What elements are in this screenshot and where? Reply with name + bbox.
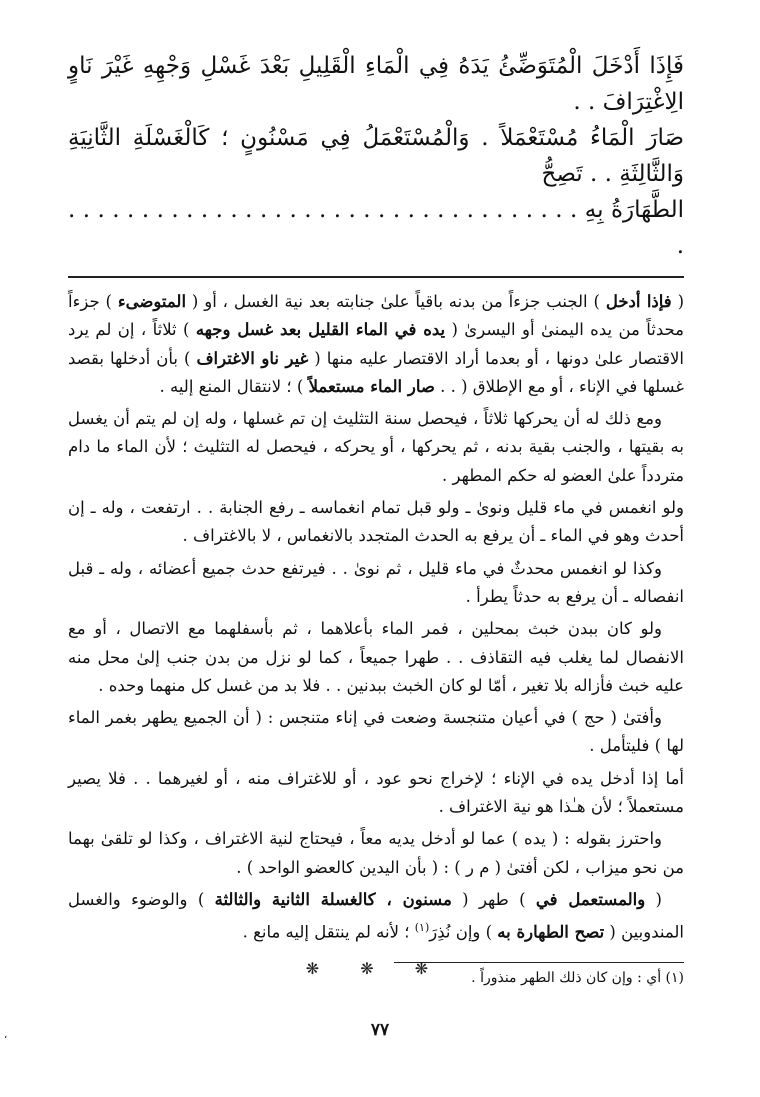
sharh-paragraph-5: ولو كان ببدن خبث بمحلين ، فمر الماء بأعلاهما ، ثم بأسفلهما مع الاتصال ، أو مع الانفصال لما يغلب فيه التقاذف . . طهرا جميعاً ، كما لو نزل من بدن جنب إلىٰ محل منه عليه خبث فأزاله بلا تغير ، أمّا لو كان الخبث ببدنين . . فلا بد من غسل كل منهما وحده . [68, 619, 684, 695]
matn-quote: فإذا أدخل [605, 292, 672, 311]
footnote: (١) أي : وإن كان ذلك الطهر منذوراً . [471, 970, 684, 986]
footnote-reference[interactable]: (١) [414, 921, 430, 935]
sharh-paragraph-3: ولو انغمس في ماء قليل ونوىٰ ـ ولو قبل تمام انغماسه ـ رفع الجنابة . . ارتفعت ، وله ـ إن أحدث وهو في الماء ـ أن يرفع به الحدث المتجدد بالانغماس ، لا بالاغتراف . [68, 498, 684, 546]
matn-quote: يده في الماء القليل بعد غسل وجهه [195, 320, 446, 340]
matn-quote: غير ناو الاغتراف [196, 348, 309, 368]
sharh-paragraph-4: وكذا لو انغمس محدثٌ في ماء قليل ، ثم نوىٰ . . فيرتفع حدث جميع أعضائه ، وله ـ قبل انفصاله ـ أن يرفع به حدثاً يطرأ . [68, 558, 684, 606]
matn-line-1: فَإِذَا أَدْخَلَ الْمُتَوَضِّئُ يَدَهُ فِي الْمَاءِ الْقَلِيلِ بَعْدَ غَسْلِ وَجْهِهِ غَيْرَ نَاوٍ الِاغْتِرَافَ . . [68, 53, 684, 115]
matn-separator-rule [68, 276, 684, 278]
page-body [68, 48, 684, 983]
footnote-separator-rule [394, 962, 684, 963]
matn-text [68, 48, 684, 264]
matn-dots: . . . . . . . . . . . . . . . . . . . . . . . . . . . . . . . . . . . . [68, 197, 684, 259]
sharh-paragraph-8: واحترز بقوله : ( يده ) عما لو أدخل يديه معاً ، فيحتاج لنية الاغتراف ، وكذا لو تلقىٰ بهما من نحو ميزاب ، لكن أفتىٰ ( م ر ) : ( بأن اليدين كالعضو الواحد ) . [68, 829, 684, 877]
matn-quote: مسنون ، كالغسلة الثانية والثالثة [214, 889, 452, 909]
sharh-paragraph-6: وأفتىٰ ( حج ) في أعيان متنجسة وضعت في إناء متنجس : ( أن الجميع يطهر بغمر الماء لها ) فليتأمل . [68, 708, 684, 756]
section-divider-stars: ❋ ❋ ❋ [305, 959, 447, 979]
matn-quote: تصح الطهارة به [497, 922, 605, 942]
matn-line-2: صَارَ الْمَاءُ مُسْتَعْمَلاً . وَالْمُسْتَعْمَلُ فِي مَسْنُونٍ ؛ كَالْغَسْلَةِ الثَّانِيَةِ وَالثَّالِثَةِ . . تَصِحُّ [68, 125, 684, 187]
matn-quote: والمستعمل في [535, 889, 646, 909]
sharh-text [68, 288, 684, 983]
matn-line-3 [68, 192, 684, 264]
edge-mark: ، [4, 1030, 8, 1041]
sharh-paragraph-2: ومع ذلك له أن يحركها ثلاثاً ، فيحصل سنة التثليث إن تم غسلها ، وله إن لم يتم أن يغسل به بقيتها ، والجنب بقية بدنه ، ثم يحركها ، أو يحركه ، فيحصل له التثليث ؛ لأن الماء ما دام متردداً علىٰ العضو له حكم المطهر . [68, 409, 684, 485]
page-number: ٧٧ [370, 1020, 390, 1040]
sharh-paragraph-9: ( والمستعمل في ) طهر ( مسنون ، كالغسلة الثانية والثالثة ) والوضوء والغسل المندوبين ( تصح الطهارة به ) وإن نُذِرَ$^{(١)}$ ؛ لأنه لم ينتقل إليه مانع . [68, 889, 684, 942]
sharh-paragraph-7: أما إذا أدخل يده في الإناء ؛ لإخراج نحو عود ، أو للاغتراف منه ، أو لغيرهما . . فلا يصير مستعملاً ؛ لأن هـٰذا هو نية الاغتراف . [68, 768, 684, 817]
matn-quote: صار الماء مستعملاً [308, 376, 435, 396]
matn-line-3-text: الطَّهَارَةُ بِهِ [584, 197, 685, 223]
sharh-paragraph-1: ( فإذا أدخل ) الجنب جزءاً من بدنه باقياً علىٰ جنابته بعد نية الغسل ، أو ( المتوضىء ) جزءاً محدثاً من يده اليمنىٰ أو اليسرىٰ ( يده في الماء القليل بعد غسل وجهه ) ثلاثاً ، إن لم يرد الاقتصار علىٰ دونها ، أو بعدما أراد الاقتصار عليه منها ( غير ناو الاغتراف ) بأن أدخلها بقصد غسلها في الإناء ، أو مع الإطلاق ( . . صار الماء مستعملاً ) ؛ لانتقال المنع إليه . [68, 292, 685, 396]
matn-quote: المتوضىء [117, 292, 187, 311]
